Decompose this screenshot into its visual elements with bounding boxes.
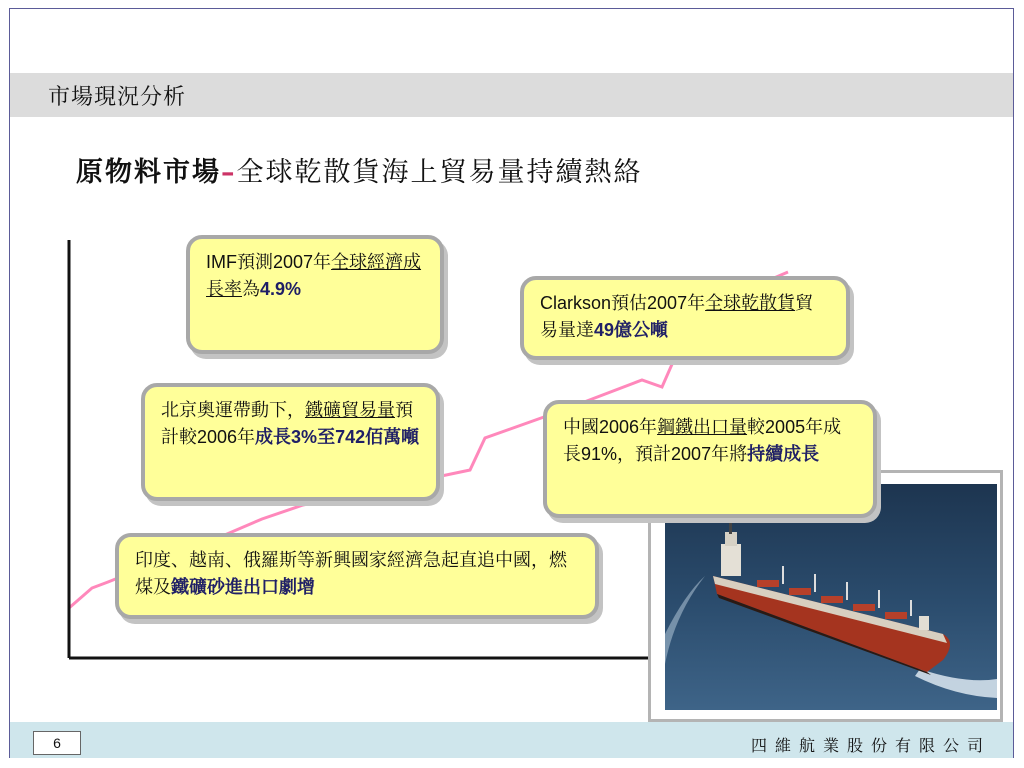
callout-segment: 2007: [671, 444, 712, 464]
callout-segment: 預估: [611, 293, 648, 314]
callout-segment: 為: [242, 279, 260, 300]
company-name: 四維航業股份有限公司: [750, 736, 991, 755]
callout-segment: 北京奧運帶動下，: [161, 400, 305, 421]
headline-dash: –: [221, 157, 237, 188]
callout-segment: 中國: [563, 417, 599, 438]
headline-rest: 全球乾散貨海上貿易量持續熱絡: [236, 157, 643, 188]
callout-text-imf: [206, 252, 421, 300]
callout-segment: 2007: [273, 252, 314, 272]
callout-clarkson-forecast: [520, 276, 850, 360]
callout-segment: 2006: [197, 427, 238, 447]
callout-segment: 4.9%: [260, 279, 302, 299]
callout-segment: 91%: [581, 444, 618, 464]
callout-segment: IMF: [206, 252, 237, 272]
page-number: 6: [33, 731, 81, 755]
callout-segment: 2006: [599, 417, 640, 437]
callout-segment: 2007: [647, 293, 688, 313]
callout-segment: 鐵礦砂進出口劇增: [171, 577, 315, 598]
headline-bold: 原物料市場: [76, 157, 221, 188]
callout-segment: 年: [237, 427, 256, 448]
callout-emerging-markets: [115, 533, 599, 619]
callout-segment: 印度、越南、俄羅斯等新興國家經濟急起直追中國，燃煤及: [135, 550, 567, 598]
callout-segment: 742: [335, 427, 366, 447]
callout-segment: ，預計: [617, 444, 672, 465]
callout-segment: 年將: [711, 444, 748, 465]
callout-text-clarkson: [540, 293, 813, 341]
callout-segment: 3%: [291, 427, 318, 447]
callout-segment: 年: [639, 417, 658, 438]
callout-segment: 2005: [765, 417, 806, 437]
callout-text-china: [563, 417, 841, 465]
callout-segment: 至: [317, 427, 336, 448]
callout-segment: 預計較: [161, 400, 413, 448]
callout-text-emerging: [135, 550, 567, 598]
section-title: 市場現況分析: [48, 85, 187, 110]
callout-segment: 49: [594, 320, 615, 340]
callout-segment: 年: [687, 293, 706, 314]
callout-segment: 年: [313, 252, 332, 273]
callout-china-steel-exports: [543, 400, 877, 518]
callout-segment: 貿易量達: [540, 293, 814, 341]
callout-segment: 佰萬噸: [365, 427, 420, 448]
callout-segment: 持續成長: [747, 444, 820, 465]
callout-segment: 鋼鐵出口量: [657, 417, 748, 438]
callout-segment: 全球乾散貨: [705, 293, 796, 314]
callout-segment: Clarkson: [540, 293, 612, 313]
callout-beijing-olympics: [141, 383, 440, 501]
callout-text-beijing: [161, 400, 419, 448]
callout-segment: 成長: [255, 427, 292, 448]
callout-segment: 年成長: [563, 417, 842, 465]
callout-segment: 億公噸: [614, 320, 669, 341]
callout-segment: 預測: [237, 252, 273, 273]
callout-segment: 較: [747, 417, 766, 438]
callout-imf-forecast: [186, 235, 444, 354]
callout-segment: 鐵礦貿易量: [305, 400, 395, 421]
callout-segment: 全球經濟成長率: [206, 252, 422, 300]
